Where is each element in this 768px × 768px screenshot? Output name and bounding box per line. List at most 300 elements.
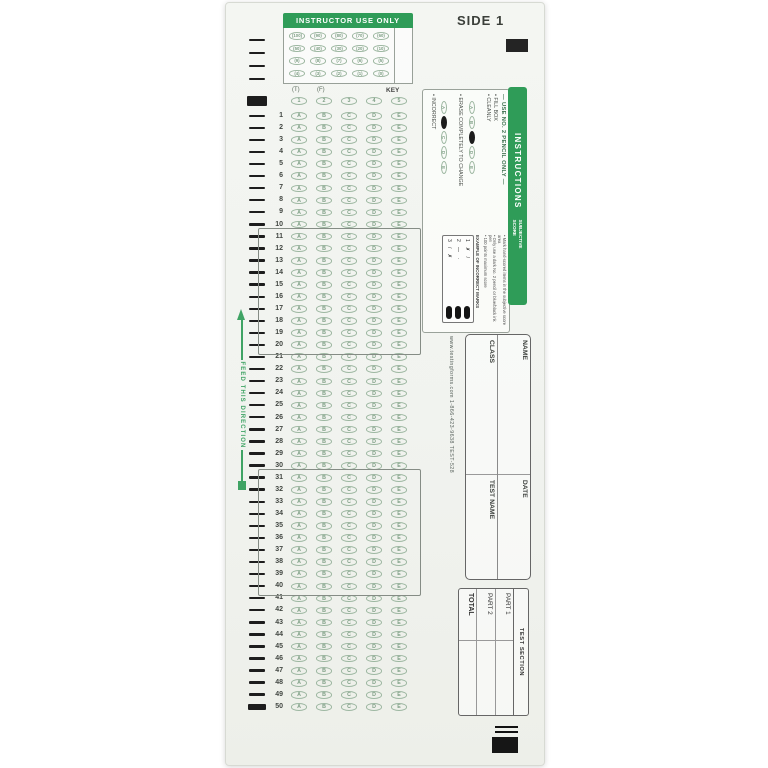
score-bubble[interactable]: (100): [289, 32, 305, 40]
answer-bubble[interactable]: E: [391, 281, 407, 289]
answer-bubble[interactable]: D: [366, 365, 382, 373]
answer-bubble[interactable]: D: [366, 667, 382, 675]
answer-bubble[interactable]: C: [341, 534, 357, 542]
answer-bubble[interactable]: A: [291, 233, 307, 241]
answer-bubble[interactable]: C: [341, 185, 357, 193]
score-bubble[interactable]: (30): [331, 45, 347, 53]
answer-bubble[interactable]: B: [316, 293, 332, 301]
answer-bubble[interactable]: E: [391, 655, 407, 663]
score-bubble[interactable]: (70): [352, 32, 368, 40]
answer-bubble[interactable]: E: [391, 498, 407, 506]
answer-bubble[interactable]: D: [366, 619, 382, 627]
answer-bubble[interactable]: C: [341, 414, 357, 422]
answer-bubble[interactable]: B: [316, 583, 332, 591]
answer-bubble[interactable]: D: [366, 691, 382, 699]
answer-bubble[interactable]: C: [341, 546, 357, 554]
answer-bubble[interactable]: C: [341, 631, 357, 639]
class-testname-row: [466, 335, 499, 579]
answer-bubble[interactable]: E: [391, 667, 407, 675]
answer-bubble[interactable]: B: [316, 257, 332, 265]
answer-bubble[interactable]: E: [391, 534, 407, 542]
answer-bubble[interactable]: D: [366, 341, 382, 349]
answer-bubble[interactable]: D: [366, 221, 382, 229]
part2-score-cell[interactable]: [477, 641, 494, 715]
answer-bubble[interactable]: B: [316, 462, 332, 470]
score-bubble[interactable]: (9): [289, 57, 305, 65]
answer-bubble[interactable]: D: [366, 570, 382, 578]
answer-bubble[interactable]: B: [316, 281, 332, 289]
answer-bubble[interactable]: E: [391, 462, 407, 470]
key-bubble[interactable]: 4: [366, 97, 382, 105]
answer-bubble[interactable]: B: [316, 655, 332, 663]
answer-bubble[interactable]: A: [291, 426, 307, 434]
question-number: 16: [275, 292, 283, 300]
answer-bubble[interactable]: A: [291, 619, 307, 627]
answer-bubble[interactable]: A: [291, 534, 307, 542]
answer-bubble[interactable]: A: [291, 402, 307, 410]
answer-bubble[interactable]: B: [316, 136, 332, 144]
answer-bubble[interactable]: C: [341, 305, 357, 313]
answer-bubble[interactable]: D: [366, 148, 382, 156]
answer-bubble[interactable]: C: [341, 172, 357, 180]
answer-bubble[interactable]: E: [391, 583, 407, 591]
answer-bubble[interactable]: D: [366, 402, 382, 410]
answer-bubble[interactable]: C: [341, 365, 357, 373]
answer-bubble[interactable]: B: [316, 667, 332, 675]
answer-bubble[interactable]: D: [366, 353, 382, 361]
answer-bubble[interactable]: B: [316, 341, 332, 349]
answer-bubble[interactable]: D: [366, 197, 382, 205]
key-bubble[interactable]: 5: [391, 97, 407, 105]
score-bubble[interactable]: (40): [310, 45, 326, 53]
answer-bubble[interactable]: D: [366, 233, 382, 241]
answer-bubble[interactable]: B: [316, 269, 332, 277]
answer-bubble[interactable]: C: [341, 136, 357, 144]
answer-bubble[interactable]: E: [391, 595, 407, 603]
answer-bubble[interactable]: D: [366, 522, 382, 530]
answer-bubble[interactable]: E: [391, 221, 407, 229]
answer-bubble[interactable]: C: [341, 148, 357, 156]
question-number: 12: [275, 244, 283, 252]
answer-bubble[interactable]: E: [391, 148, 407, 156]
answer-bubble[interactable]: A: [291, 474, 307, 482]
answer-bubble[interactable]: B: [316, 245, 332, 253]
answer-bubble[interactable]: C: [341, 197, 357, 205]
answer-bubble[interactable]: D: [366, 534, 382, 542]
answer-bubble[interactable]: E: [391, 522, 407, 530]
score-bubble[interactable]: (1): [352, 70, 368, 78]
question-number: 40: [275, 582, 283, 590]
answer-bubble[interactable]: B: [316, 185, 332, 193]
answer-bubble[interactable]: D: [366, 414, 382, 422]
answer-bubble[interactable]: C: [341, 595, 357, 603]
question-row: [263, 146, 419, 158]
score-bubble[interactable]: (10): [373, 45, 389, 53]
answer-bubble[interactable]: C: [341, 486, 357, 494]
answer-bubble[interactable]: D: [366, 474, 382, 482]
answer-bubble[interactable]: E: [391, 691, 407, 699]
answer-bubble[interactable]: E: [391, 510, 407, 518]
answer-bubble[interactable]: D: [366, 703, 382, 711]
answer-bubble[interactable]: D: [366, 462, 382, 470]
answer-bubble[interactable]: A: [291, 257, 307, 265]
answer-bubble[interactable]: D: [366, 486, 382, 494]
false-label: (F): [317, 87, 325, 93]
answer-bubble[interactable]: C: [341, 558, 357, 566]
score-bubble[interactable]: (90): [310, 32, 326, 40]
answer-bubble[interactable]: C: [341, 691, 357, 699]
answer-bubble[interactable]: D: [366, 112, 382, 120]
answer-bubble[interactable]: C: [341, 450, 357, 458]
score-bubble[interactable]: (5): [373, 57, 389, 65]
answer-bubble[interactable]: A: [291, 160, 307, 168]
total-score-cell[interactable]: [459, 641, 476, 715]
score-bubble[interactable]: (3): [310, 70, 326, 78]
question-number: 24: [275, 389, 283, 397]
answer-bubble[interactable]: D: [366, 281, 382, 289]
answer-bubble[interactable]: E: [391, 172, 407, 180]
question-row: [263, 424, 419, 436]
answer-bubble[interactable]: E: [391, 341, 407, 349]
instructions-title: INSTRUCTIONS: [513, 133, 522, 209]
answer-bubble[interactable]: A: [291, 643, 307, 651]
answer-bubble[interactable]: D: [366, 510, 382, 518]
answer-bubble[interactable]: B: [316, 450, 332, 458]
answer-bubble[interactable]: A: [291, 148, 307, 156]
answer-bubble[interactable]: E: [391, 317, 407, 325]
answer-bubble[interactable]: E: [391, 390, 407, 398]
answer-bubble[interactable]: D: [366, 257, 382, 265]
answer-bubble[interactable]: E: [391, 293, 407, 301]
answer-bubble[interactable]: B: [316, 679, 332, 687]
answer-bubble[interactable]: E: [391, 305, 407, 313]
answer-bubble[interactable]: A: [291, 546, 307, 554]
answer-bubble[interactable]: A: [291, 329, 307, 337]
answer-bubble[interactable]: B: [316, 426, 332, 434]
answer-bubble[interactable]: A: [291, 281, 307, 289]
score-bubble[interactable]: (0): [373, 70, 389, 78]
answer-bubble[interactable]: C: [341, 438, 357, 446]
answer-bubble[interactable]: E: [391, 450, 407, 458]
answer-bubble[interactable]: A: [291, 172, 307, 180]
answer-bubble[interactable]: D: [366, 679, 382, 687]
answer-bubble[interactable]: C: [341, 498, 357, 506]
answer-bubble[interactable]: B: [316, 607, 332, 615]
answer-bubble[interactable]: A: [291, 570, 307, 578]
answer-bubble[interactable]: E: [391, 365, 407, 373]
answer-bubble[interactable]: D: [366, 160, 382, 168]
answer-bubble[interactable]: A: [291, 595, 307, 603]
answer-bubble[interactable]: D: [366, 293, 382, 301]
answer-bubble[interactable]: A: [291, 414, 307, 422]
answer-bubble[interactable]: C: [341, 329, 357, 337]
answer-bubble[interactable]: B: [316, 305, 332, 313]
answer-bubble[interactable]: B: [316, 365, 332, 373]
answer-bubble[interactable]: C: [341, 281, 357, 289]
answer-bubble[interactable]: A: [291, 703, 307, 711]
answer-bubble[interactable]: D: [366, 595, 382, 603]
answer-bubble[interactable]: B: [316, 414, 332, 422]
answer-bubble[interactable]: C: [341, 510, 357, 518]
answer-bubble[interactable]: C: [341, 390, 357, 398]
answer-bubble[interactable]: A: [291, 353, 307, 361]
answer-bubble[interactable]: C: [341, 522, 357, 530]
answer-bubble[interactable]: A: [291, 378, 307, 386]
question-row: [263, 604, 419, 616]
answer-bubble[interactable]: A: [291, 293, 307, 301]
answer-bubble[interactable]: A: [291, 558, 307, 566]
answer-bubble[interactable]: E: [391, 329, 407, 337]
answer-bubble[interactable]: C: [341, 619, 357, 627]
answer-bubble[interactable]: C: [341, 124, 357, 132]
answer-bubble[interactable]: B: [316, 402, 332, 410]
answer-bubble[interactable]: A: [291, 341, 307, 349]
answer-bubble[interactable]: C: [341, 583, 357, 591]
key-bubble[interactable]: 3: [341, 97, 357, 105]
answer-bubble[interactable]: D: [366, 438, 382, 446]
answer-bubble[interactable]: B: [316, 510, 332, 518]
answer-bubble[interactable]: C: [341, 257, 357, 265]
answer-bubble[interactable]: A: [291, 691, 307, 699]
answer-bubble[interactable]: A: [291, 450, 307, 458]
answer-bubble[interactable]: D: [366, 426, 382, 434]
answer-bubble[interactable]: E: [391, 353, 407, 361]
answer-bubble[interactable]: B: [316, 595, 332, 603]
answer-bubble[interactable]: C: [341, 341, 357, 349]
answer-bubble[interactable]: A: [291, 209, 307, 217]
answer-bubble[interactable]: D: [366, 317, 382, 325]
answer-bubble[interactable]: C: [341, 269, 357, 277]
answer-bubble[interactable]: B: [316, 172, 332, 180]
answer-bubble[interactable]: A: [291, 655, 307, 663]
question-row: [263, 665, 419, 677]
incorrect-mark-glyphs: / ✗: [445, 247, 452, 260]
answer-bubble[interactable]: D: [366, 607, 382, 615]
key-bubble-row: [263, 97, 418, 107]
answer-bubble[interactable]: A: [291, 462, 307, 470]
date-field[interactable]: DATE: [499, 474, 531, 579]
answer-bubble[interactable]: B: [316, 390, 332, 398]
answer-bubble[interactable]: D: [366, 245, 382, 253]
answer-bubble[interactable]: C: [341, 233, 357, 241]
score-bubble[interactable]: (8): [310, 57, 326, 65]
answer-bubble[interactable]: C: [341, 112, 357, 120]
answer-bubble[interactable]: A: [291, 390, 307, 398]
answer-bubble[interactable]: A: [291, 522, 307, 530]
answer-bubble[interactable]: A: [291, 245, 307, 253]
score-bubble[interactable]: (20): [352, 45, 368, 53]
key-bubble[interactable]: 2: [316, 97, 332, 105]
answer-bubble[interactable]: A: [291, 679, 307, 687]
answer-bubble[interactable]: D: [366, 558, 382, 566]
answer-bubble[interactable]: A: [291, 305, 307, 313]
answer-bubble[interactable]: D: [366, 269, 382, 277]
answer-bubble[interactable]: D: [366, 305, 382, 313]
answer-bubble[interactable]: D: [366, 631, 382, 639]
answer-bubble[interactable]: A: [291, 124, 307, 132]
answer-bubble[interactable]: B: [316, 703, 332, 711]
answer-bubble[interactable]: B: [316, 546, 332, 554]
answer-bubble[interactable]: A: [291, 510, 307, 518]
answer-bubble[interactable]: E: [391, 136, 407, 144]
part2-row: [477, 589, 495, 715]
answer-bubble[interactable]: B: [316, 558, 332, 566]
answer-bubble[interactable]: D: [366, 583, 382, 591]
answer-bubble[interactable]: E: [391, 643, 407, 651]
answer-bubble[interactable]: B: [316, 124, 332, 132]
answer-bubble[interactable]: C: [341, 474, 357, 482]
answer-bubble[interactable]: B: [316, 619, 332, 627]
answer-bubble[interactable]: A: [291, 667, 307, 675]
answer-bubble[interactable]: B: [316, 522, 332, 530]
class-field[interactable]: CLASS: [488, 340, 496, 364]
answer-bubble[interactable]: E: [391, 257, 407, 265]
answer-bubble[interactable]: E: [391, 558, 407, 566]
answer-bubble[interactable]: E: [391, 570, 407, 578]
score-bubble[interactable]: (6): [352, 57, 368, 65]
key-bubble[interactable]: 1: [291, 97, 307, 105]
answer-bubble[interactable]: D: [366, 643, 382, 651]
answer-bubble[interactable]: A: [291, 438, 307, 446]
answer-bubble[interactable]: B: [316, 691, 332, 699]
answer-bubble[interactable]: C: [341, 462, 357, 470]
answer-bubble[interactable]: B: [316, 112, 332, 120]
answer-bubble[interactable]: C: [341, 293, 357, 301]
answer-bubble[interactable]: A: [291, 583, 307, 591]
answer-bubble[interactable]: C: [341, 221, 357, 229]
answer-bubble[interactable]: D: [366, 655, 382, 663]
answer-bubble[interactable]: E: [391, 185, 407, 193]
question-number: 20: [275, 341, 283, 349]
answer-bubble[interactable]: B: [316, 438, 332, 446]
answer-bubble[interactable]: B: [316, 197, 332, 205]
answer-bubble[interactable]: E: [391, 474, 407, 482]
answer-bubble[interactable]: E: [391, 245, 407, 253]
answer-bubble[interactable]: A: [291, 498, 307, 506]
answer-bubble[interactable]: B: [316, 317, 332, 325]
answer-bubble[interactable]: B: [316, 233, 332, 241]
answer-bubble[interactable]: E: [391, 197, 407, 205]
answer-bubble[interactable]: B: [316, 353, 332, 361]
bullet-incorrect: • INCORRECT: [429, 94, 436, 130]
answer-bubble[interactable]: C: [341, 160, 357, 168]
answer-bubble[interactable]: C: [341, 378, 357, 386]
answer-bubble[interactable]: E: [391, 124, 407, 132]
score-bubble[interactable]: (50): [289, 45, 305, 53]
answer-bubble[interactable]: E: [391, 631, 407, 639]
answer-bubble[interactable]: D: [366, 124, 382, 132]
part2-label: PART 2: [477, 589, 494, 641]
answer-bubble[interactable]: D: [366, 498, 382, 506]
answer-bubble[interactable]: A: [291, 112, 307, 120]
answer-bubble[interactable]: E: [391, 679, 407, 687]
answer-bubble[interactable]: B: [316, 221, 332, 229]
answer-bubble[interactable]: D: [366, 546, 382, 554]
answer-bubble[interactable]: D: [366, 378, 382, 386]
answer-bubble[interactable]: C: [341, 317, 357, 325]
answer-bubble[interactable]: E: [391, 209, 407, 217]
answer-bubble[interactable]: E: [391, 607, 407, 615]
answer-bubble[interactable]: E: [391, 619, 407, 627]
answer-bubble[interactable]: B: [316, 486, 332, 494]
part1-score-cell[interactable]: [496, 641, 513, 715]
answer-bubble[interactable]: A: [291, 486, 307, 494]
answer-bubble[interactable]: B: [316, 643, 332, 651]
answer-bubble[interactable]: C: [341, 679, 357, 687]
answer-bubble[interactable]: D: [366, 185, 382, 193]
answer-bubble[interactable]: C: [341, 426, 357, 434]
answer-bubble[interactable]: C: [341, 655, 357, 663]
answer-bubble[interactable]: E: [391, 438, 407, 446]
answer-bubble[interactable]: A: [291, 607, 307, 615]
answer-bubble[interactable]: D: [366, 136, 382, 144]
answer-bubble[interactable]: A: [291, 221, 307, 229]
answer-bubble[interactable]: A: [291, 269, 307, 277]
answer-bubble[interactable]: E: [391, 426, 407, 434]
name-field[interactable]: NAME: [521, 340, 528, 361]
answer-bubble[interactable]: C: [341, 643, 357, 651]
answer-bubble[interactable]: E: [391, 160, 407, 168]
answer-bubble[interactable]: D: [366, 209, 382, 217]
test-name-field[interactable]: TEST NAME: [466, 474, 498, 579]
answer-bubble[interactable]: D: [366, 390, 382, 398]
answer-bubble[interactable]: E: [391, 402, 407, 410]
answer-bubble[interactable]: E: [391, 269, 407, 277]
answer-bubble[interactable]: A: [291, 631, 307, 639]
score-bubble[interactable]: (4): [289, 70, 305, 78]
answer-bubble[interactable]: E: [391, 233, 407, 241]
answer-bubble[interactable]: C: [341, 607, 357, 615]
answer-bubble[interactable]: B: [316, 378, 332, 386]
score-bubble[interactable]: (7): [331, 57, 347, 65]
score-bubble[interactable]: (2): [331, 70, 347, 78]
answer-bubble[interactable]: C: [341, 402, 357, 410]
answer-bubble[interactable]: C: [341, 353, 357, 361]
answer-bubble[interactable]: B: [316, 631, 332, 639]
answer-bubble[interactable]: B: [316, 329, 332, 337]
answer-bubble[interactable]: D: [366, 329, 382, 337]
answer-bubble[interactable]: E: [391, 378, 407, 386]
answer-bubble[interactable]: E: [391, 414, 407, 422]
answer-bubble[interactable]: A: [291, 197, 307, 205]
answer-bubble[interactable]: E: [391, 703, 407, 711]
answer-bubble[interactable]: A: [291, 317, 307, 325]
score-bubble[interactable]: (60): [373, 32, 389, 40]
answer-bubble[interactable]: C: [341, 570, 357, 578]
answer-bubble[interactable]: D: [366, 450, 382, 458]
answer-bubble[interactable]: B: [316, 209, 332, 217]
answer-bubble[interactable]: B: [316, 148, 332, 156]
answer-bubble[interactable]: D: [366, 172, 382, 180]
answer-bubble[interactable]: C: [341, 667, 357, 675]
answer-bubble[interactable]: B: [316, 474, 332, 482]
answer-bubble[interactable]: B: [316, 160, 332, 168]
answer-bubble[interactable]: B: [316, 570, 332, 578]
answer-bubble[interactable]: A: [291, 365, 307, 373]
answer-bubble[interactable]: C: [341, 245, 357, 253]
instructions-panel: [422, 89, 510, 333]
answer-bubble[interactable]: C: [341, 209, 357, 217]
answer-bubble[interactable]: B: [316, 498, 332, 506]
answer-bubble[interactable]: E: [391, 486, 407, 494]
answer-bubble[interactable]: C: [341, 703, 357, 711]
answer-bubble[interactable]: A: [291, 136, 307, 144]
answer-bubble[interactable]: E: [391, 546, 407, 554]
score-bubble[interactable]: (80): [331, 32, 347, 40]
answer-bubble[interactable]: A: [291, 185, 307, 193]
answer-bubble[interactable]: E: [391, 112, 407, 120]
answer-bubble[interactable]: B: [316, 534, 332, 542]
